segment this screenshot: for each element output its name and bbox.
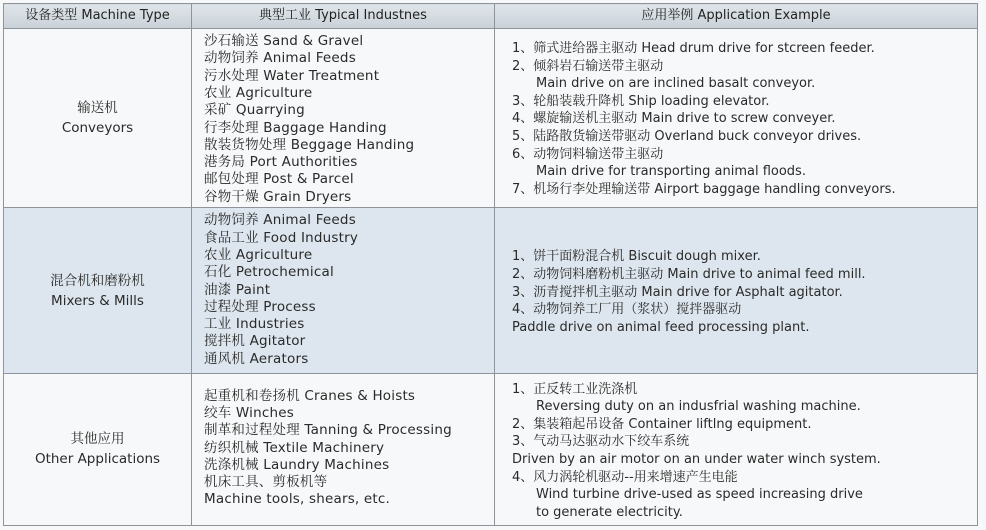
industry-item: 洗涤机械 Laundry Machines: [204, 456, 390, 473]
application-item-detail: Main drive for transporting animal floods.: [536, 164, 806, 180]
header-typical-industries: 典型工业 Typical Industnes: [192, 4, 495, 29]
header-row: [4, 4, 978, 29]
industry-item: 散装货物处理 Beggage Handing: [204, 136, 415, 153]
machine-type-en: Other Applications: [34, 451, 161, 468]
application-item: 7、机场行李处理输送带 Airport baggage handling conveyors.: [512, 181, 896, 197]
application-item: 6、动物饲料输送带主驱动: [512, 146, 664, 162]
applications-cell: [495, 29, 978, 208]
machine-type-cell: [4, 29, 192, 208]
industry-item: 纺织机械 Textile Machinery: [204, 439, 385, 456]
application-item: 3、沥青搅拌机主驱动 Main drive for Asphalt agitator.: [512, 284, 843, 300]
application-item: 5、陆路散货输送带驱动 Overland buck conveyor drives.: [512, 129, 862, 145]
application-item: 3、气动马达驱动水下绞车系统: [512, 434, 690, 450]
industry-item: 动物饲养 Animal Feeds: [204, 50, 356, 67]
industry-item: 港务局 Port Authorities: [204, 154, 358, 171]
application-item: 2、集装箱起吊设备 Container liftlng equipment.: [512, 416, 812, 432]
industry-item: 污水处理 Water Treatment: [204, 67, 380, 84]
industry-item: 油漆 Paint: [204, 281, 271, 298]
application-item: 1、饼干面粉混合机 Biscuit dough mixer.: [512, 249, 761, 265]
industry-item: Machine tools, shears, etc.: [204, 491, 391, 508]
industries-cell: [192, 373, 495, 525]
application-item-detail: Reversing duty on an indusfrial washing machine.: [536, 399, 861, 415]
application-item-detail: Driven by an air motor on an under water winch system.: [512, 452, 881, 468]
application-item-detail: Main drive on are inclined basalt conveyor.: [536, 76, 816, 92]
machine-type-en: Mixers & Mills: [51, 292, 144, 309]
table-row-mixers-mills: [4, 208, 978, 373]
industry-item: 食品工业 Food Industry: [204, 229, 359, 246]
machine-type-cn: 输送机: [77, 100, 118, 117]
table-row-other-applications: [4, 373, 978, 525]
industries-cell: [192, 29, 495, 208]
industry-item: 工业 Industries: [204, 316, 305, 333]
applications-cell: [495, 373, 978, 525]
application-item-detail: to generate electricity.: [536, 504, 683, 520]
application-item: 4、风力涡轮机驱动--用来增速产生电能: [512, 469, 738, 485]
industry-item: 邮包处理 Post & Parcel: [204, 171, 354, 188]
application-table: [3, 3, 978, 526]
industry-item: 绞车 Winches: [204, 404, 294, 421]
industry-item: 机床工具、剪板机等: [204, 474, 328, 491]
industry-item: 采矿 Quarrying: [204, 102, 305, 119]
application-item: 3、轮船装载升降机 Ship loading elevator.: [512, 93, 770, 109]
machine-type-cell: [4, 373, 192, 525]
header-machine-type: 设备类型 Machine Type: [4, 4, 192, 29]
industry-item: 石化 Petrochemical: [204, 264, 334, 281]
machine-type-cn: 其他应用: [70, 431, 125, 448]
industries-cell: [192, 208, 495, 373]
application-item: 2、倾斜岩石输送带主驱动: [512, 58, 664, 74]
application-item: 1、筛式进给器主驱动 Head drum drive for stcreen feeder.: [512, 41, 875, 57]
industry-item: 农业 Agriculture: [204, 246, 313, 263]
industry-item: 过程处理 Process: [204, 298, 316, 315]
machine-type-en: Conveyors: [61, 120, 134, 137]
industry-item: 沙石输送 Sand & Gravel: [204, 33, 364, 50]
applications-cell: [495, 208, 978, 373]
application-item-detail: Wind turbine drive-used as speed increasing drive: [536, 487, 863, 503]
application-item: 1、正反转工业洗涤机: [512, 381, 638, 397]
industry-item: 行李处理 Baggage Handing: [204, 119, 387, 136]
industry-item: 搅拌机 Agitator: [204, 333, 306, 350]
application-item: 4、动物饲养工厂用（浆状）搅拌器驱动: [512, 302, 742, 318]
application-item-detail: Paddle drive on animal feed processing plant.: [512, 319, 810, 335]
industry-item: 起重机和卷扬机 Cranes & Hoists: [204, 387, 416, 404]
industry-item: 农业 Agriculture: [204, 84, 313, 101]
application-item: 2、动物饲料磨粉机主驱动 Main drive to animal feed mill.: [512, 266, 866, 282]
industry-item: 动物饲养 Animal Feeds: [204, 212, 356, 229]
application-item: 4、螺旋输送机主驱动 Main drive to screw conveyer.: [512, 111, 836, 127]
industry-item: 通风机 Aerators: [204, 350, 309, 367]
header-application-example: 应用举例 Application Example: [495, 4, 978, 29]
industry-item: 制革和过程处理 Tanning & Processing: [204, 422, 452, 439]
table-row-conveyors: [4, 29, 978, 208]
industry-item: 谷物干燥 Grain Dryers: [204, 188, 352, 205]
machine-type-cell: [4, 208, 192, 373]
machine-type-cn: 混合机和磨粉机: [50, 272, 145, 289]
